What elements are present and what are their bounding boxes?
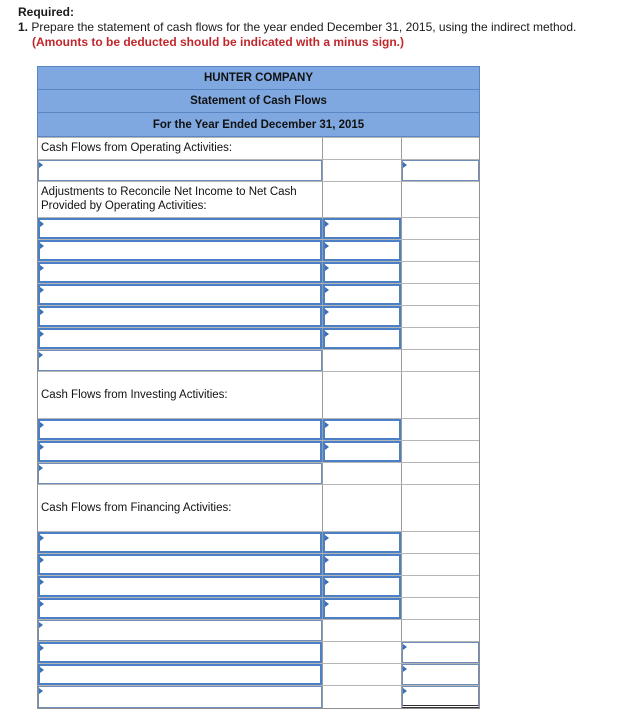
investing-activities-label: Cash Flows from Investing Activities:	[41, 389, 228, 401]
line-item-input[interactable]	[38, 642, 322, 663]
question-line	[18, 20, 576, 35]
amount-input[interactable]	[323, 262, 401, 283]
financing-activities-label: Cash Flows from Financing Activities:	[41, 502, 232, 514]
table-row	[38, 462, 479, 484]
table-row	[38, 305, 479, 327]
line-item-input[interactable]	[38, 262, 322, 283]
line-item-input[interactable]	[38, 463, 322, 484]
statement-title: Statement of Cash Flows	[37, 89, 480, 112]
line-item-input[interactable]	[38, 664, 322, 685]
line-item-input[interactable]	[38, 218, 322, 239]
cash-flow-statement	[37, 66, 480, 709]
table-row	[38, 575, 479, 597]
amount-input[interactable]	[323, 441, 401, 462]
statement-period: For the Year Ended December 31, 2015	[37, 112, 480, 137]
line-item-input[interactable]	[38, 576, 322, 597]
question-number: 1.	[18, 20, 29, 34]
line-item-input[interactable]	[38, 620, 322, 641]
line-item-input[interactable]	[38, 350, 322, 371]
amount-input[interactable]	[323, 576, 401, 597]
required-heading: Required:	[18, 5, 75, 19]
section-row	[38, 371, 479, 418]
table-row	[38, 159, 479, 181]
statement-grid	[37, 137, 480, 709]
company-name: HUNTER COMPANY	[37, 66, 480, 89]
section-row	[38, 181, 479, 217]
table-row	[38, 663, 479, 685]
amount-input[interactable]	[323, 554, 401, 575]
table-row	[38, 619, 479, 641]
table-row	[38, 327, 479, 349]
line-item-input[interactable]	[38, 240, 322, 261]
amount-input[interactable]	[323, 532, 401, 553]
total-amount-input[interactable]	[402, 686, 479, 708]
table-row	[38, 440, 479, 462]
adjustments-label: Adjustments to Reconcile Net Income to Net Cash Provided by Operating Activities:	[41, 186, 297, 212]
line-item-input[interactable]	[38, 598, 322, 619]
line-item-input[interactable]	[38, 160, 322, 181]
amount-input[interactable]	[323, 598, 401, 619]
line-item-input[interactable]	[38, 306, 322, 327]
amount-input[interactable]	[323, 218, 401, 239]
amount-input[interactable]	[402, 664, 479, 685]
table-row	[38, 641, 479, 663]
line-item-input[interactable]	[38, 328, 322, 349]
amount-input[interactable]	[323, 306, 401, 327]
section-row	[38, 484, 479, 531]
amount-input[interactable]	[402, 160, 479, 181]
table-row	[38, 217, 479, 239]
minus-sign-note: (Amounts to be deducted should be indicated with a minus sign.)	[32, 35, 405, 49]
table-row	[38, 553, 479, 575]
table-row	[38, 685, 479, 708]
amount-input[interactable]	[323, 240, 401, 261]
operating-activities-label: Cash Flows from Operating Activities:	[41, 142, 233, 154]
section-row	[38, 137, 479, 159]
table-row	[38, 283, 479, 305]
table-row	[38, 239, 479, 261]
line-item-input[interactable]	[38, 554, 322, 575]
table-row	[38, 349, 479, 371]
line-item-input[interactable]	[38, 419, 322, 440]
amount-input[interactable]	[323, 284, 401, 305]
amount-input[interactable]	[323, 328, 401, 349]
amount-input[interactable]	[323, 419, 401, 440]
table-row	[38, 531, 479, 553]
line-item-input[interactable]	[38, 284, 322, 305]
line-item-input[interactable]	[38, 532, 322, 553]
instructions	[18, 5, 576, 50]
amount-input[interactable]	[402, 642, 479, 663]
table-row	[38, 597, 479, 619]
line-item-input[interactable]	[38, 686, 322, 708]
table-row	[38, 418, 479, 440]
question-text: Prepare the statement of cash flows for the year ended December 31, 2015, using the indirect method.	[31, 20, 577, 34]
table-row	[38, 261, 479, 283]
line-item-input[interactable]	[38, 441, 322, 462]
